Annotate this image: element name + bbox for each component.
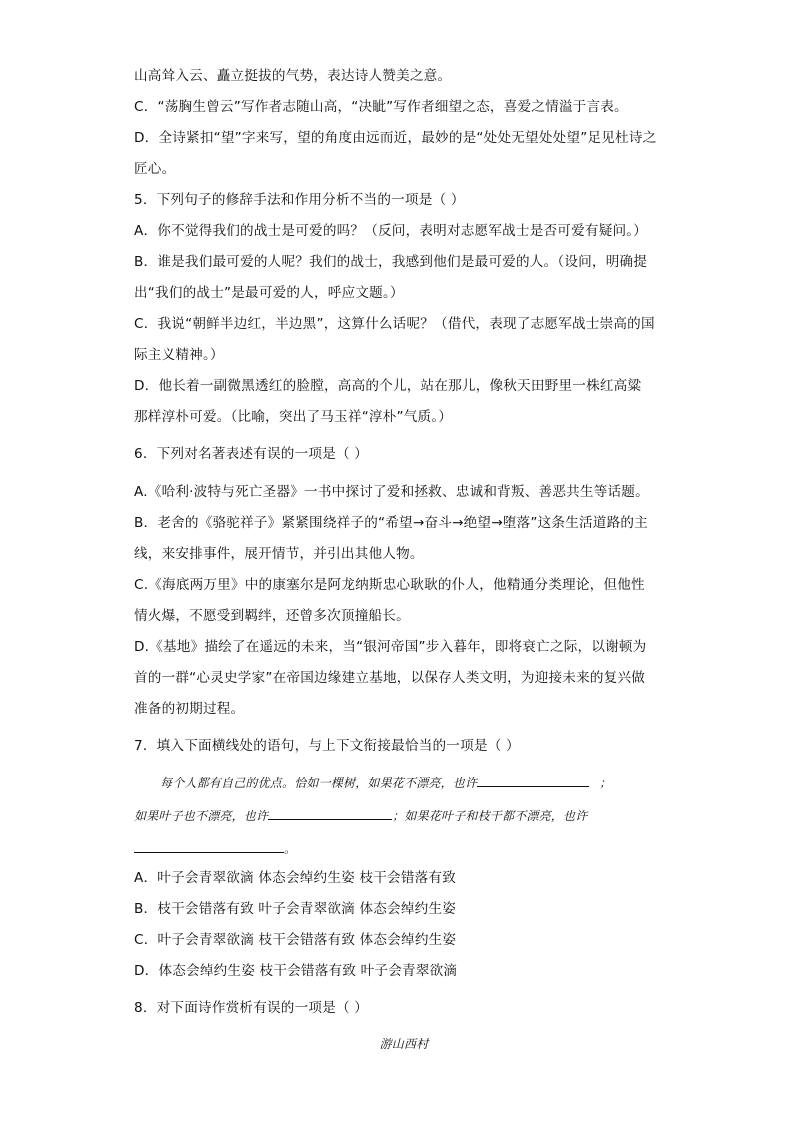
q7-stem: 7．填入下面横线处的语句，与上下文衔接最恰当的一项是（ ） [134, 738, 520, 754]
poem-title: 游山西村 [379, 1037, 429, 1051]
q6-option-c-line2: 情火爆，不愿受到羁绊，还曾多次顶撞船长。 [134, 608, 410, 624]
q5-option-c-line2: 际主义精神。） [134, 347, 224, 363]
q6-option-d-line2: 首的一群“心灵史学家”在帝国边缘建立基地，以保存人类文明，为迎接未来的复兴做 [134, 670, 646, 686]
q6-option-d-line3: 准备的初期过程。 [134, 701, 245, 717]
q4-text-line: 山高耸入云、矗立挺拔的气势，表达诗人赞美之意。 [134, 68, 452, 84]
q7-passage-line1 [160, 772, 660, 793]
q7-passage-text: 如果叶子也不漂亮，也许 [134, 809, 269, 823]
q5-stem: 5．下列句子的修辞手法和作用分析不当的一项是（ ） [134, 192, 465, 208]
q7-option-a: A．叶子会青翠欲滴 体态会绰约生姿 枝干会错落有致 [134, 870, 457, 886]
q6-option-b-line1: B．老舍的《骆驼祥子》紧紧围绕祥子的“希望→奋斗→绝望→堕落”这条生活道路的主 [134, 515, 648, 531]
q6-option-d-line1: D.《基地》描绘了在遥远的未来，当“银河帝国”步入暮年，即将衰亡之际，以谢顿为 [134, 639, 647, 655]
q5-option-a: A．你不觉得我们的战士是可爱的吗？（反问，表明对志愿军战士是否可爱有疑问。） [134, 223, 648, 239]
q4-option-d-line1: D．全诗紧扣“望”字来写，望的角度由远而近，最妙的是“处处无望处处望”足见杜诗之 [134, 130, 657, 146]
q4-option-c: C．“荡胸生曾云”写作者志随山高，“决眦”写作者细望之态，喜爱之情溢于言表。 [134, 99, 628, 115]
q4-option-d-line2: 匠心。 [134, 161, 176, 177]
q5-option-c-line1: C．我说“朝鲜半边红，半边黑”，这算什么话呢？（借代，表现了志愿军战士崇高的国 [134, 316, 655, 332]
q5-option-d-line1: D．他长着一副微黑透红的脸膛，高高的个儿，站在那儿，像秋天田野里一株红高粱 [134, 378, 642, 394]
q7-passage-line3 [134, 838, 674, 859]
q7-option-d: D．体态会绰约生姿 枝干会错落有致 叶子会青翠欲滴 [134, 963, 458, 979]
q7-option-b: B．枝干会错落有致 叶子会青翠欲滴 体态会绰约生姿 [134, 901, 457, 917]
q6-stem: 6．下列对名著表述有误的一项是（ ） [134, 446, 369, 462]
q5-option-b-line2: 出“我们的战士”是最可爱的人，呼应文题。） [134, 285, 404, 301]
q5-option-d-line2: 那样淳朴可爱。（比喻，突出了马玉祥“淳朴”气质。） [134, 409, 453, 425]
fill-blank-1 [477, 772, 589, 787]
q7-passage-punct: ； [599, 776, 612, 790]
q7-option-c: C．叶子会青翠欲滴 枝干会错落有致 体态会绰约生姿 [134, 932, 457, 948]
fill-blank-2 [268, 805, 392, 820]
q6-option-a: A.《哈利·波特与死亡圣器》一书中探讨了爱和拯救、忠诚和背叛、善恶共生等话题。 [134, 484, 649, 500]
q8-stem: 8．对下面诗作赏析有误的一项是（ ） [134, 1000, 369, 1016]
q7-passage-punct: 。 [284, 842, 297, 856]
q7-passage-line2 [134, 805, 654, 826]
q7-passage-text: 每个人都有自己的优点。恰如一棵树，如果花不漂亮，也许 [160, 776, 478, 790]
q6-option-b-line2: 线，来安排事件，展开情节，并引出其他人物。 [134, 546, 424, 562]
q5-option-b-line1: B．谁是我们最可爱的人呢？我们的战士，我感到他们是最可爱的人。（设问，明确提 [134, 254, 648, 270]
q7-passage-text: ；如果花叶子和枝干都不漂亮，也许 [392, 809, 588, 823]
q6-option-c-line1: C.《海底两万里》中的康塞尔是阿龙纳斯忠心耿耿的仆人，他精通分类理论，但他性 [134, 577, 645, 593]
fill-blank-3 [134, 838, 284, 853]
